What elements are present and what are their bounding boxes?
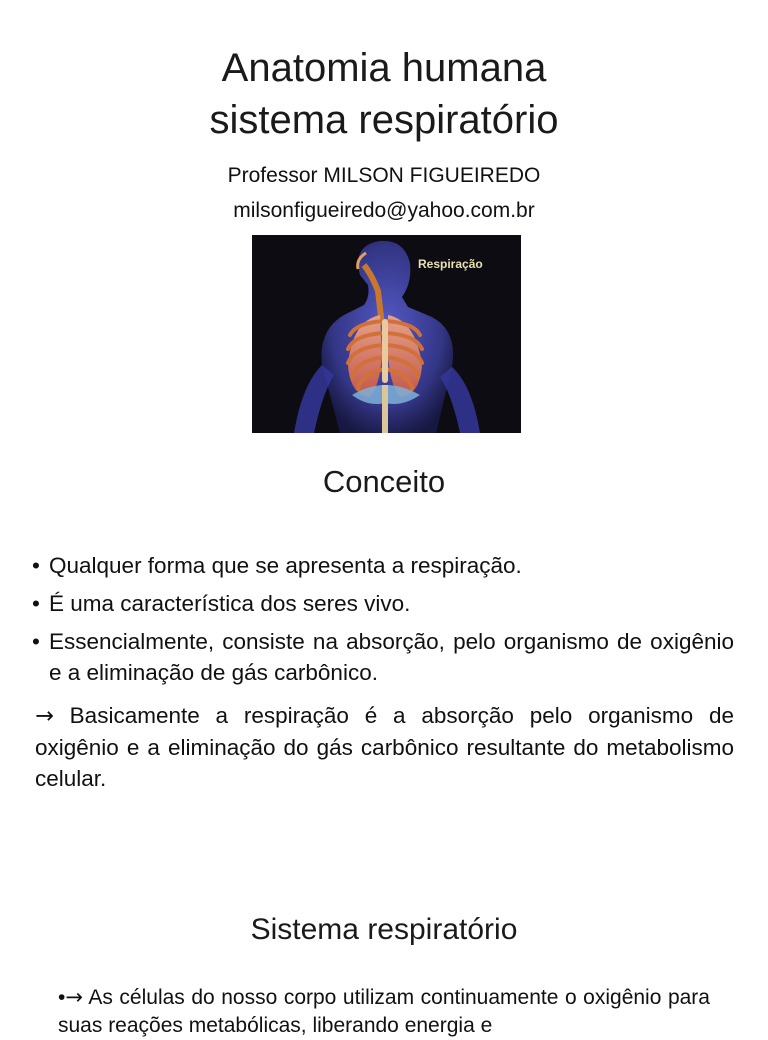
illustration-label: Respiração — [418, 257, 483, 271]
page-title-line1: Anatomia humana — [221, 46, 547, 90]
page-title-line2: sistema respiratório — [209, 98, 559, 142]
bullet-dot: • — [58, 986, 66, 1009]
concept-paragraph-text: Basicamente a respiração é a absorção pelo organismo de oxigênio e a eliminação do gás carbônico resultante do metabolismo celular. — [35, 703, 734, 791]
concept-bullet-list — [32, 550, 734, 695]
system-heading: Sistema respiratório — [250, 913, 518, 946]
concept-heading: Conceito — [322, 464, 446, 499]
arrow-right-icon: → — [35, 703, 54, 729]
respiration-illustration — [252, 235, 521, 433]
arrow-right-icon: → — [65, 985, 83, 1009]
concept-paragraph — [35, 700, 734, 794]
system-bullet-text: As células do nosso corpo utilizam continuamente o oxigênio para suas reações metabólicas, liberando energia e — [58, 986, 710, 1037]
professor-name: Professor MILSON FIGUEIREDO — [227, 164, 541, 187]
system-bullet — [58, 983, 710, 1040]
list-item: • Essencialmente, consiste na absorção, pelo organismo de oxigênio e a eliminação de gás carbônico. — [32, 626, 734, 688]
list-item: • Qualquer forma que se apresenta a respiração. — [32, 550, 734, 581]
professor-email: milsonfigueiredo@yahoo.com.br — [233, 199, 535, 222]
list-item: • É uma característica dos seres vivo. — [32, 588, 734, 619]
